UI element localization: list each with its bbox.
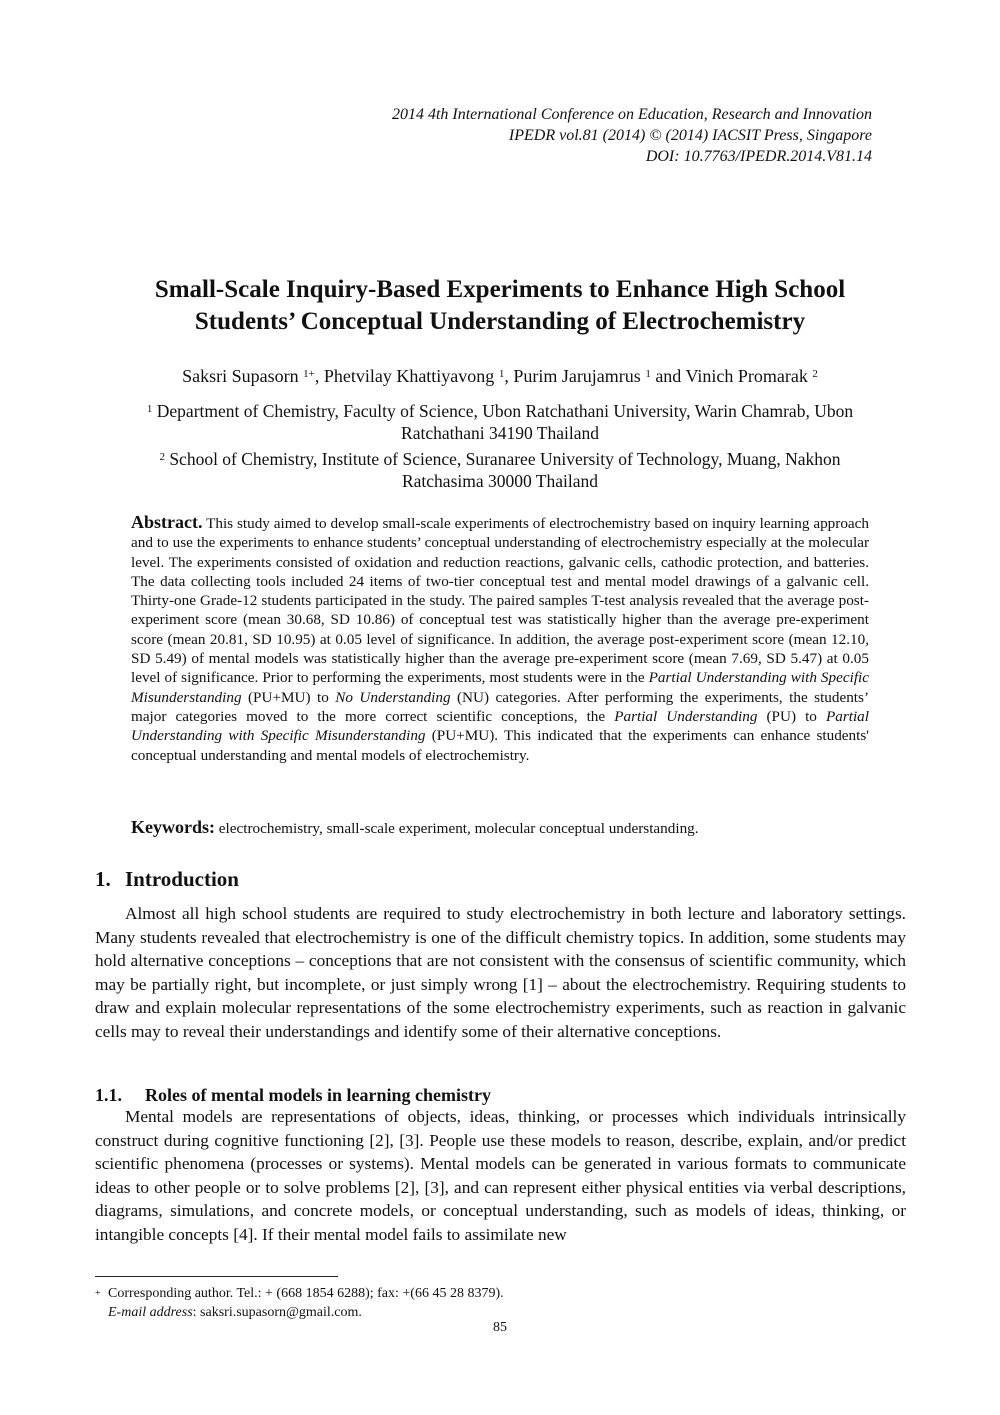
abstract-italic-term: No Understanding <box>335 688 451 706</box>
page-number: 85 <box>493 1320 507 1335</box>
author-name: Vinich Promarak <box>685 366 808 386</box>
abstract-italic-term: Partial Understanding <box>614 707 758 725</box>
affiliation-line: Department of Chemistry, Faculty of Science, Ubon Ratchathani University, Warin Chamrab, Ubon <box>156 401 854 421</box>
title-line-2: Students’ Conceptual Understanding of Electrochemistry <box>194 308 806 335</box>
keywords-label: Keywords: <box>131 817 215 837</box>
subsection-number: 1.1. <box>95 1085 122 1105</box>
author-name: Purim Jarujamrus <box>513 366 641 386</box>
keywords <box>131 816 869 840</box>
author-separator: , <box>504 366 514 386</box>
running-header <box>392 104 872 167</box>
subsection-heading-mental-models <box>95 1083 491 1107</box>
footnote <box>95 1284 504 1322</box>
paragraph: Almost all high school students are required to study electrochemistry in both lecture and laboratory settings. Many students revealed that electrochemistry is one of the difficult chemistry topics. In addition, some students may hold alternative conceptions – conceptions that are not consistent with the consensus of scientific community, which may be partially right, but incomplete, or just simply wrong [1] – about the electrochemistry. Requiring students to draw and explain molecular representations of the some electrochemistry experiments, such as reaction in galvanic cells may to reveal their understandings and identify some of their alternative conceptions. <box>95 904 906 1041</box>
section-heading-introduction <box>95 866 239 892</box>
header-volume: IPEDR vol.81 (2014) © (2014) IACSIT Press, Singapore <box>508 127 872 144</box>
header-doi: DOI: 10.7763/IPEDR.2014.V81.14 <box>645 148 872 165</box>
affiliation-line: Ratchathani 34190 Thailand <box>401 423 599 443</box>
affiliation-marker: 2 <box>159 451 165 463</box>
abstract-text: (PU+MU). This indicated that the experiments can enhance students' conceptual understanding and mental models of electrochemistry. <box>131 727 869 764</box>
author-list <box>95 364 905 388</box>
abstract-italic-term: Partial Understanding with Specific Misunderstanding <box>131 669 869 706</box>
author-affiliation-marker: 1+ <box>303 368 315 380</box>
introduction-body <box>95 902 906 1043</box>
author-separator: , <box>314 366 324 386</box>
email-label: E-mail address <box>108 1305 193 1320</box>
email-address: : saksri.supasorn@gmail.com. <box>192 1305 362 1320</box>
header-conference: 2014 4th International Conference on Education, Research and Innovation <box>391 106 872 123</box>
author-affiliation-marker: 1 <box>498 368 505 380</box>
affiliation-1 <box>120 400 880 444</box>
paragraph: Mental models are representations of objects, ideas, thinking, or processes which individuals intrinsically construct during cognitive functioning [2], [3]. People use these models to reason, describe, explain, and/or predict scientific phenomena (processes or systems). Mental models can be generated in various formats to communicate ideas to other people or to solve problems [2], [3], and can represent either physical entities via verbal descriptions, diagrams, simulations, and concrete models, or conceptual understanding, such as models of ideas, thinking, or intangible concepts [4]. If their mental model fails to assimilate new <box>95 1107 906 1244</box>
abstract-text: (PU) to <box>757 707 826 725</box>
footnote-divider <box>95 1276 338 1277</box>
abstract-label: Abstract. <box>131 512 203 532</box>
author-name: Phetvilay Khattiyavong <box>323 366 495 386</box>
affiliation-line: School of Chemistry, Institute of Science, Suranaree University of Technology, Muang, Nakhon <box>169 449 841 469</box>
author-affiliation-marker: 2 <box>812 368 818 380</box>
mental-models-body <box>95 1105 906 1246</box>
keywords-text: electrochemistry, small-scale experiment, molecular conceptual understanding. <box>215 820 699 837</box>
affiliation-2 <box>120 448 880 492</box>
section-title: Introduction <box>125 867 239 891</box>
affiliation-line: Ratchasima 30000 Thailand <box>401 471 599 491</box>
author-affiliation-marker: 1 <box>645 368 651 380</box>
footnote-symbol: + <box>95 1288 101 1299</box>
section-number: 1. <box>95 867 111 891</box>
abstract-italic-term: Partial Understanding with Specific Misunderstanding <box>131 707 869 745</box>
abstract-text: (NU) categories. After performing the experiments, the students’ major categories moved to the more correct scientific conceptions, the <box>131 688 869 725</box>
abstract-text: This study aimed to develop small-scale experiments of electrochemistry based on inquiry learning approach and to use the experiments to enhance students’ conceptual understanding of electrochemistry especially at the molecular level. The experiments consisted of oxidation and reduction reactions, galvanic cells, cathodic protection, and batteries. The data collecting tools included 24 items of two-tier conceptual test and mental model drawings of a galvanic cell. Thirty-one Grade-12 students participated in the study. The paired samples T-test analysis revealed that the average post-experiment score (mean 30.68, SD 10.86) of conceptual test was statistically higher than the average pre-experiment score (mean 20.81, SD 10.95) at 0.05 level of significance. In addition, the average post-experiment score (mean 12.10, SD 5.49) of mental models was statistically higher than the average pre-experiment score (mean 7.69, SD 5.47) at 0.05 level of significance. Prior to performing the experiments, most students were in the <box>131 515 869 687</box>
abstract-text: (PU+MU) to <box>241 688 336 706</box>
author-separator: and <box>650 366 686 386</box>
abstract <box>131 513 869 765</box>
footnote-contact: Corresponding author. Tel.: + (668 1854 6288); fax: +(66 45 28 8379). <box>108 1286 504 1301</box>
affiliation-marker: 1 <box>146 403 153 415</box>
paper-title <box>95 274 905 338</box>
subsection-title: Roles of mental models in learning chemistry <box>145 1085 491 1105</box>
author-name: Saksri Supasorn <box>182 366 299 386</box>
title-line-1: Small-Scale Inquiry-Based Experiments to Enhance High School <box>154 276 846 303</box>
